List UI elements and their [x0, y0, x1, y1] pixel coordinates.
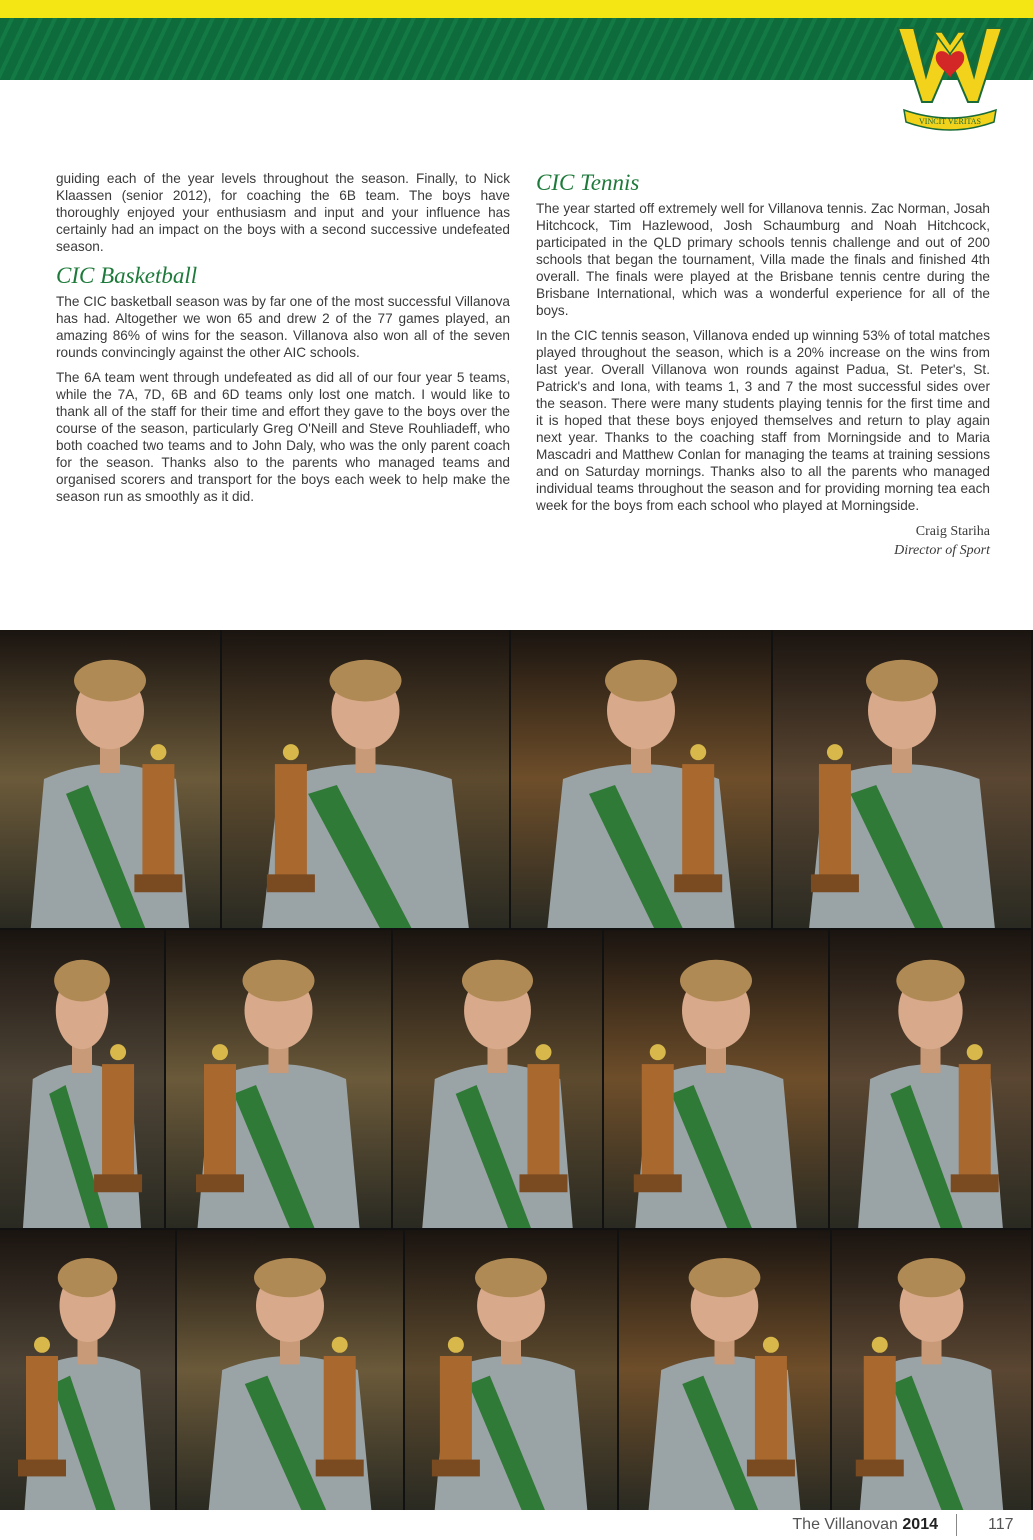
- basketball-paragraph-1: The CIC basketball season was by far one of the most successful Villanova has had. Altogether we won 65 and drew 2 of the 77 games played, an amazing 86% of wins for the season. Villanova also won all of the seven rounds convincingly against the other AIC schools.: [56, 294, 510, 360]
- college-crest-logo: [890, 14, 1010, 134]
- right-column: [536, 170, 990, 560]
- tennis-paragraph-2: In the CIC tennis season, Villanova ended up winning 53% of total matches played throughout the season, which is a 20% increase on the wins from last year. Overall Villanova won rounds against Padua, St. Peter's, St. Patrick's and Iona, with teams 1, 3 and 7 the most successful sides over the season. There were many students playing tennis for the first time and it is hoped that these boys enjoyed themselves and return to play again next year. Thanks to the coaching staff from Morningside and to Maria Mascadri and Matthew Conlan for managing the teams at training sessions and on Saturday mornings. Thanks also to all the parents who managed individual teams throughout the season and for providing morning tea each week for the boys from each school who played at Morningside.: [536, 328, 990, 513]
- page-number: 117: [988, 1516, 1014, 1533]
- left-column: [56, 170, 510, 513]
- basketball-heading: CIC Basketball: [56, 263, 198, 288]
- photo-trophy-sash: [222, 630, 509, 928]
- publication-title: [792, 1516, 938, 1534]
- basketball-paragraph-2: The 6A team went through undefeated as did all of our four year 5 teams, while the 7A, 7D, 6B and 6D teams only lost one match. I would like to thank all of the staff for their time and effort they gave to the boys over the course of the season, particularly Greg O'Neill and Steve Rouhliadeff, who both coached two teams and to John Daly, who was the only parent coach for the season. Thanks also to the parents who managed teams and organised scorers and transport for the boys each week to help make the season run as smoothly as it did.: [56, 370, 510, 504]
- tennis-heading: CIC Tennis: [536, 170, 640, 195]
- photo-shield-trophy: [0, 630, 220, 928]
- signature-name: Craig Stariha: [915, 524, 990, 539]
- photo-trophy-left: [0, 1230, 175, 1510]
- signature: [536, 522, 990, 560]
- photo-swimming-sash-shield: [405, 1230, 617, 1510]
- photo-curly-hair-trophy: [166, 930, 391, 1228]
- photo-shield-swimming-sash: [604, 930, 828, 1228]
- tennis-paragraph-1: The year started off extremely well for Villanova tennis. Zac Norman, Josah Hitchcock, Tim Hazlewood, Josh Schaumburg and Noah Hitchcock, participated in the QLD primary schools tennis challenge and out of 200 schools that began the tournament, Villa made the finals and finished 4th overall. The finals were played at the Brisbane tennis centre during the Brisbane International, which was a wonderful experience for all of the boys.: [536, 201, 990, 318]
- publication-name: The Villanovan: [792, 1516, 898, 1533]
- intro-paragraph: guiding each of the year levels throughout the season. Finally, to Nick Klaassen (senior 2012), for coaching the 6B team. The boys have thoroughly enjoyed your enthusiasm and input and your influence has certainly had an impact on the boys with a second successive undefeated season.: [56, 171, 510, 254]
- header-green-band: [0, 18, 1033, 80]
- award-photo-grid: [0, 630, 1033, 1510]
- photo-sash-trophy: [511, 630, 771, 928]
- photo-trophy-small: [177, 1230, 403, 1510]
- signature-role: Director of Sport: [894, 543, 990, 558]
- photo-trophy-sash-right: [773, 630, 1031, 928]
- publication-year: 2014: [902, 1516, 938, 1533]
- crest-motto: VINCIT VERITAS: [919, 117, 981, 126]
- photo-two-trophies: [619, 1230, 830, 1510]
- header-yellow-bar: [0, 0, 1033, 18]
- photo-sash: [0, 930, 164, 1228]
- page-footer: [0, 1510, 1033, 1540]
- photo-tall-trophies: [832, 1230, 1031, 1510]
- photo-football-sash: [393, 930, 602, 1228]
- footer-divider: [956, 1514, 957, 1536]
- photo-trophy-right: [830, 930, 1031, 1228]
